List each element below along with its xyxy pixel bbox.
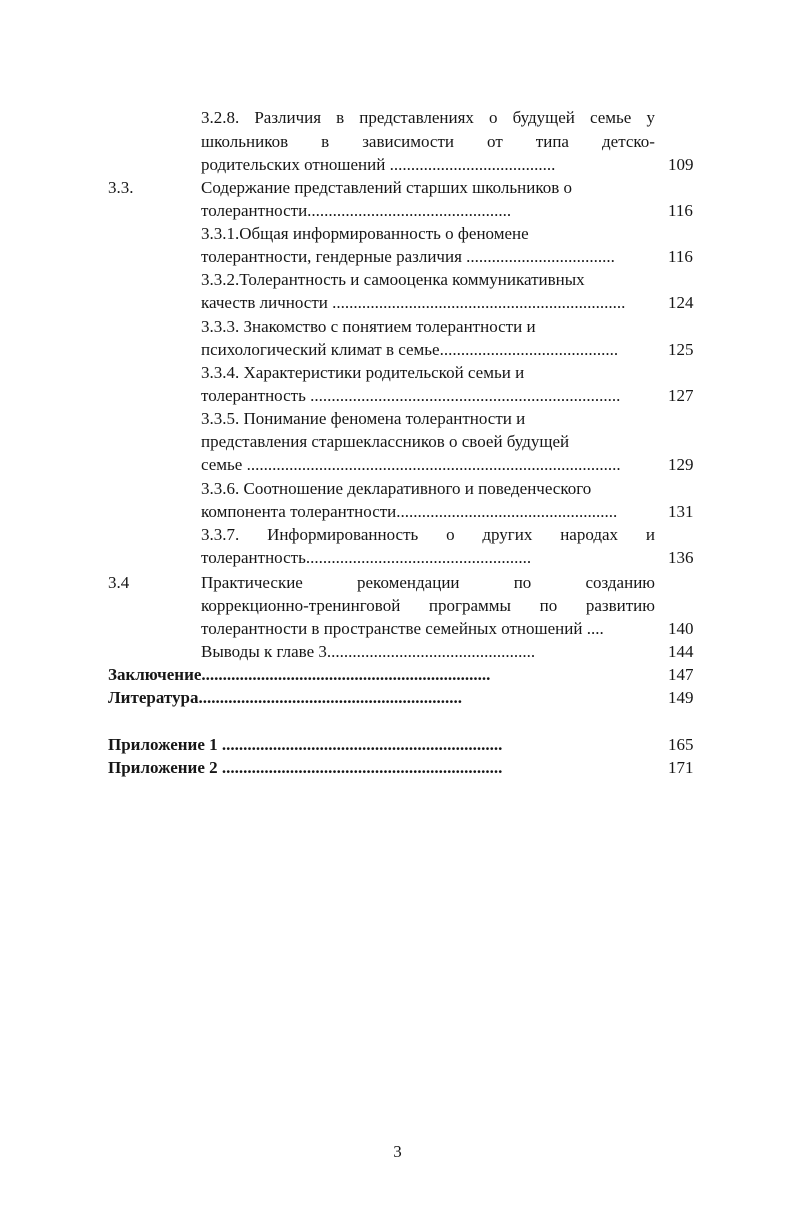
toc-entry-3-3-3-line1: 3.3.3. Знакомство с понятием толерантности и — [201, 317, 536, 336]
toc-entry-3-3-5-line2: представления старшеклассников о своей будущей — [201, 432, 570, 451]
toc-entry-3-4-line3: толерантности в пространстве семейных отношений .... — [201, 619, 604, 638]
toc-section-number-3-4: 3.4 — [108, 573, 130, 592]
toc-entry-3-4-line2: коррекционно-тренинговой программы по развитию — [201, 596, 655, 615]
toc-entry-appendix-2: Приложение 2 .................................................................. — [108, 758, 503, 777]
toc-entry-appendix-1: Приложение 1 .................................................................. — [108, 735, 503, 754]
toc-entry-3-3-4-line2: толерантность ......................................................................... — [201, 386, 621, 405]
toc-entry-3-3-3-line2: психологический климат в семье.......................................... — [201, 340, 619, 359]
toc-page-3-3-6: 131 — [668, 502, 694, 521]
toc-page-3-3: 116 — [668, 201, 693, 220]
toc-entry-3-3-1-line2: толерантности, гендерные различия ................................... — [201, 247, 615, 266]
toc-page-3-2-8: 109 — [668, 155, 694, 174]
toc-entry-3-2-8-line3: родительских отношений ....................................... — [201, 155, 556, 174]
toc-entry-3-3-7-line2: толерантность..................................................... — [201, 548, 532, 567]
toc-page-3-3-2: 124 — [668, 293, 694, 312]
toc-entry-3-3-7-line1: 3.3.7. Информированность о других народах и — [201, 525, 655, 544]
toc-page-3-3-4: 127 — [668, 386, 694, 405]
toc-entry-3-3-1-line1: 3.3.1.Общая информированность о феномене — [201, 224, 529, 243]
toc-entry-3-3-4-line1: 3.3.4. Характеристики родительской семьи и — [201, 363, 525, 382]
toc-page-appendix-1: 165 — [668, 735, 694, 754]
toc-entry-3-2-8-line1: 3.2.8. Различия в представлениях о будущей семье у — [201, 108, 655, 127]
toc-page-3-3-5: 129 — [668, 455, 694, 474]
toc-entry-chapter-3-conclusions: Выводы к главе 3................................................. — [201, 642, 536, 661]
page-number: 3 — [393, 1142, 402, 1161]
toc-page-literature: 149 — [668, 688, 694, 707]
toc-section-number-3-3: 3.3. — [108, 178, 134, 197]
toc-entry-3-4-line1: Практические рекомендации по созданию — [201, 573, 655, 592]
toc-entry-3-3-line2: толерантности................................................ — [201, 201, 512, 220]
toc-entry-3-3-6-line1: 3.3.6. Соотношение декларативного и поведенческого — [201, 479, 592, 498]
toc-page-chapter-3-conclusions: 144 — [668, 642, 694, 661]
toc-entry-literature: Литература.............................................................. — [108, 688, 462, 707]
toc-entry-3-3-line1: Содержание представлений старших школьников о — [201, 178, 573, 197]
toc-entry-3-3-2-line2: качеств личности ..................................................................... — [201, 293, 626, 312]
toc-page-conclusion: 147 — [668, 665, 694, 684]
toc-entry-3-3-5-line3: семье ........................................................................................ — [201, 455, 621, 474]
toc-page-3-4: 140 — [668, 619, 694, 638]
toc-entry-3-2-8-line2: школьников в зависимости от типа детско- — [201, 132, 655, 151]
toc-page-3-3-7: 136 — [668, 548, 694, 567]
toc-page-appendix-2: 171 — [668, 758, 694, 777]
toc-entry-conclusion: Заключение.................................................................... — [108, 665, 491, 684]
toc-entry-3-3-2-line1: 3.3.2.Толерантность и самооценка коммуникативных — [201, 270, 585, 289]
toc-entry-3-3-5-line1: 3.3.5. Понимание феномена толерантности и — [201, 409, 526, 428]
toc-entry-3-3-6-line2: компонента толерантности.................................................... — [201, 502, 618, 521]
toc-page-3-3-3: 125 — [668, 340, 694, 359]
toc-page-3-3-1: 116 — [668, 247, 693, 266]
